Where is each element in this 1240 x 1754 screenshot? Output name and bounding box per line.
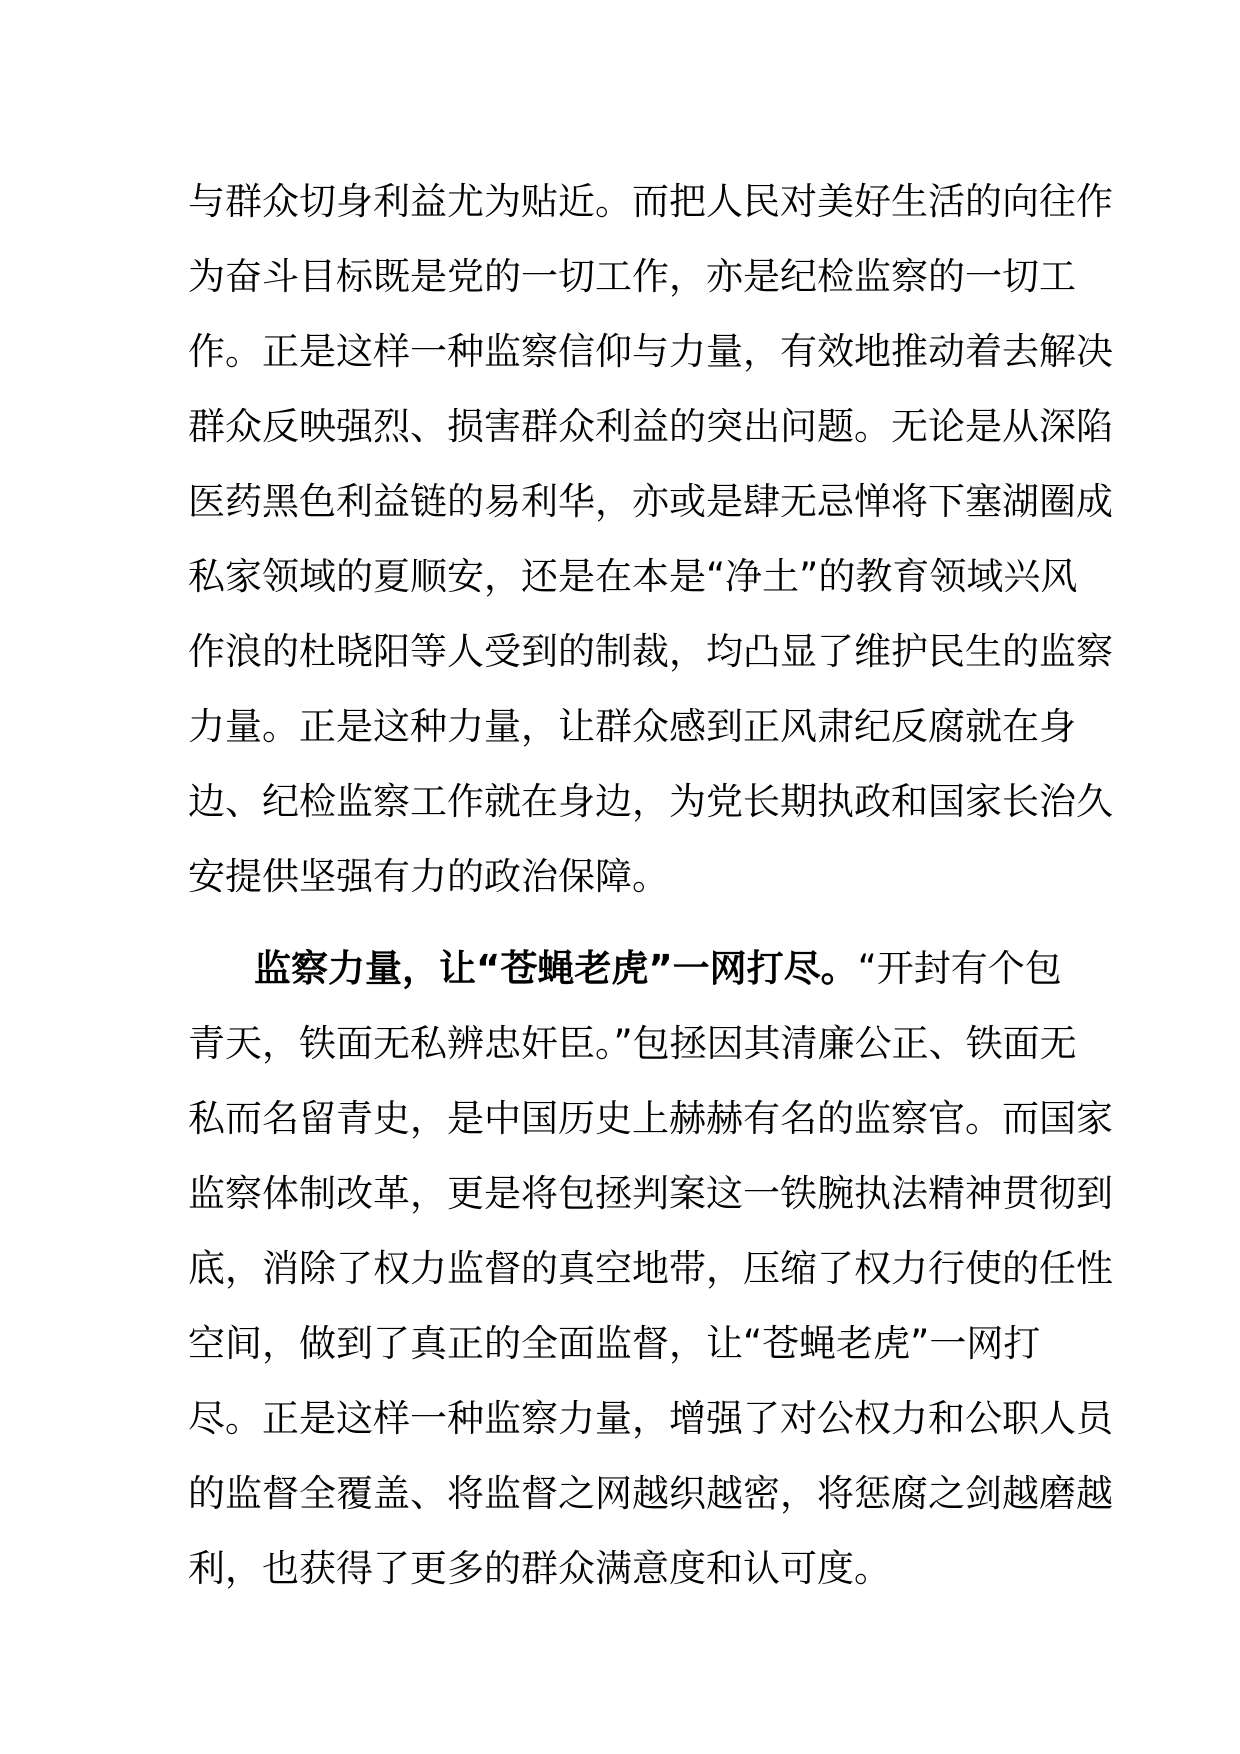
text-line: 空间，做到了真正的全面监督，让“苍蝇老虎”一网打 <box>188 1322 1041 1365</box>
text-line: 青天，铁面无私辨忠奸臣。”包拯因其清廉公正、铁面无 <box>188 1022 1077 1065</box>
text-line: 利，也获得了更多的群众满意度和认可度。 <box>188 1547 891 1590</box>
text-line: 为奋斗目标既是党的一切工作，亦是纪检监察的一切工 <box>188 255 1076 298</box>
text-line: 尽。正是这样一种监察力量，增强了对公权力和公职人员 <box>188 1397 1113 1440</box>
heading-following-text: “开封有个包 <box>857 947 1062 990</box>
text-line: 群众反映强烈、损害群众利益的突出问题。无论是从深陷 <box>188 405 1113 448</box>
text-line: 私而名留青史，是中国历史上赫赫有名的监察官。而国家 <box>188 1097 1113 1140</box>
paragraph-1 <box>188 164 1113 914</box>
text-line: 医药黑色利益链的易利华，亦或是肆无忌惮将下塞湖圈成 <box>188 480 1113 523</box>
text-line: 监察体制改革，更是将包拯判案这一铁腕执法精神贯彻到 <box>188 1172 1113 1215</box>
text-line: 与群众切身利益尤为贴近。而把人民对美好生活的向往作 <box>188 180 1113 223</box>
text-line: 安提供坚强有力的政治保障。 <box>188 855 669 898</box>
document-body <box>188 164 1113 1606</box>
text-line: 底，消除了权力监督的真空地带，压缩了权力行使的任性 <box>188 1247 1113 1290</box>
text-line: 边、纪检监察工作就在身边，为党长期执政和国家长治久 <box>188 780 1113 823</box>
text-line: 的监督全覆盖、将监督之网越织越密，将惩腐之剑越磨越 <box>188 1472 1113 1515</box>
section-heading: 监察力量，让“苍蝇老虎”一网打尽。 <box>254 947 858 990</box>
paragraph-spacer <box>188 914 1048 931</box>
text-line: 作。正是这样一种监察信仰与力量，有效地推动着去解决 <box>188 330 1113 373</box>
text-line-first <box>188 931 1062 1006</box>
text-line: 私家领域的夏顺安，还是在本是“净土”的教育领域兴风 <box>188 555 1078 598</box>
text-line: 力量。正是这种力量，让群众感到正风肃纪反腐就在身 <box>188 705 1076 748</box>
text-line: 作浪的杜晓阳等人受到的制裁，均凸显了维护民生的监察 <box>188 630 1113 673</box>
paragraph-2 <box>188 931 1113 1606</box>
